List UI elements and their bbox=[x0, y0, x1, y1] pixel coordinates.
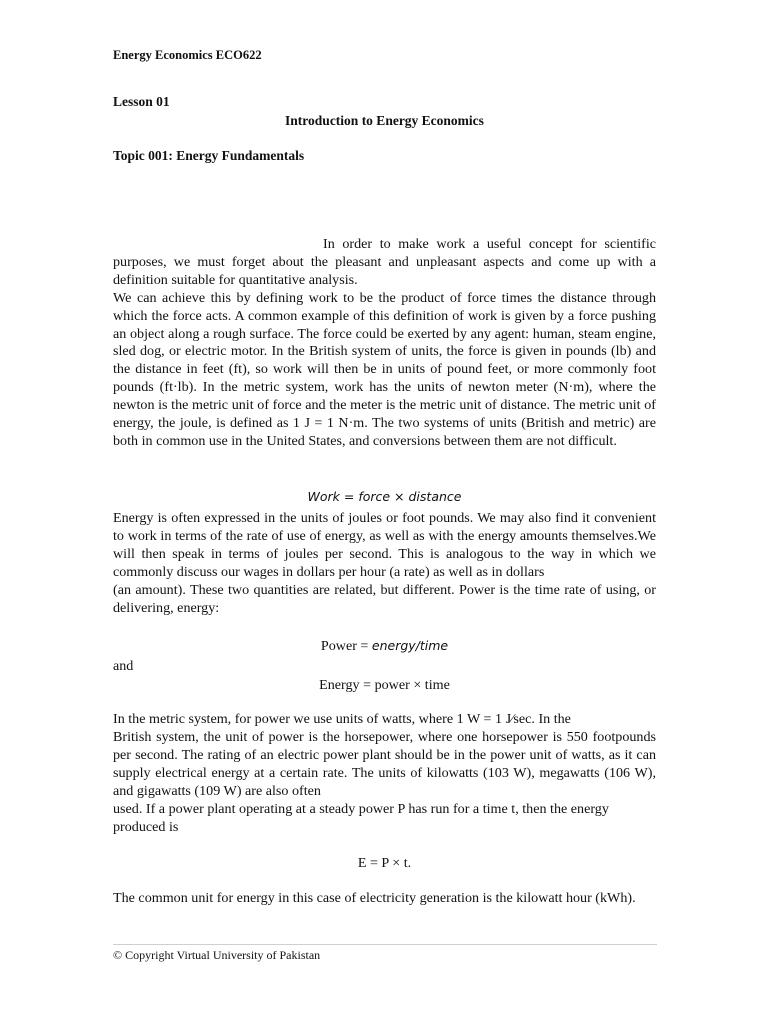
paragraph-energy bbox=[113, 510, 656, 617]
paragraph-4: British system, the unit of power is the horsepower, where one horsepower is 550 footpounds per second. The rating of an electric power plant should be in the power unit of watts, as it can supply electrical energy at a certain rate. The units of kilowatts (103 W), megawatts (106 W), and gigawatts (109 W) are also often bbox=[113, 729, 656, 799]
equation-ept: E = P × t. bbox=[357, 855, 412, 871]
equation-work-text: Work = force × distance bbox=[307, 489, 462, 504]
and-word: and bbox=[113, 658, 134, 674]
equation-power-left: Power = bbox=[320, 638, 372, 654]
equation-power-right: energy/time bbox=[371, 638, 449, 653]
lesson-title: Introduction to Energy Economics bbox=[285, 113, 484, 128]
paragraph-4-line1: In the metric system, for power we use units of watts, where 1 W = 1 J⁄sec. In the bbox=[113, 711, 571, 727]
topic-heading: Topic 001: Energy Fundamentals bbox=[113, 148, 305, 163]
footer-copyright: © Copyright Virtual University of Pakistan bbox=[113, 948, 321, 962]
footer-divider bbox=[113, 944, 657, 945]
paragraph-1: In order to make work a useful concept for scientific purposes, we must forget about the pleasant and unpleasant aspects and come up with a definition suitable for quantitative analysis. bbox=[113, 236, 656, 288]
paragraph-intro bbox=[113, 236, 656, 451]
paragraph-4-tail: used. If a power plant operating at a steady power P has run for a time t, then the energy produced is bbox=[113, 801, 609, 835]
equation-energy: Energy = power × time bbox=[319, 677, 450, 693]
course-header: Energy Economics ECO622 bbox=[113, 48, 262, 62]
paragraph-5: The common unit for energy in this case of electricity generation is the kilowatt hour (kWh). bbox=[113, 890, 636, 906]
equation-power bbox=[113, 637, 656, 655]
paragraph-2: We can achieve this by defining work to be the product of force times the distance through which the force acts. A common example of this definition of work is given by a force pushing an object along a rough surface. The force could be exerted by any agent: human, steam engine, sled dog, or electric motor. In the British system of units, the force is given in pounds (lb) and the distance in feet (ft), so work will then be in units of pound feet, or more commonly foot pounds (ft·lb). In the metric system, work has the units of newton meter (N·m), where the newton is the metric unit of force and the meter is the metric unit of distance. The metric unit of energy, the joule, is defined as 1 J = 1 N·m. The two systems of units (British and metric) are both in common use in the United States, and conversions between them are not difficult. bbox=[113, 289, 656, 449]
equation-work bbox=[113, 488, 656, 506]
lesson-label: Lesson 01 bbox=[113, 94, 170, 109]
paragraph-3b: (an amount). These two quantities are related, but different. Power is the time rate of using, or delivering, energy: bbox=[113, 581, 656, 616]
paragraph-3: Energy is often expressed in the units of joules or foot pounds. We may also find it convenient to work in terms of the rate of use of energy, as well as with the energy amounts themselves.We will then speak in terms of joules per second. This is analogous to the way in which we commonly discuss our wages in dollars per hour (a rate) as well as in dollars bbox=[113, 510, 656, 580]
